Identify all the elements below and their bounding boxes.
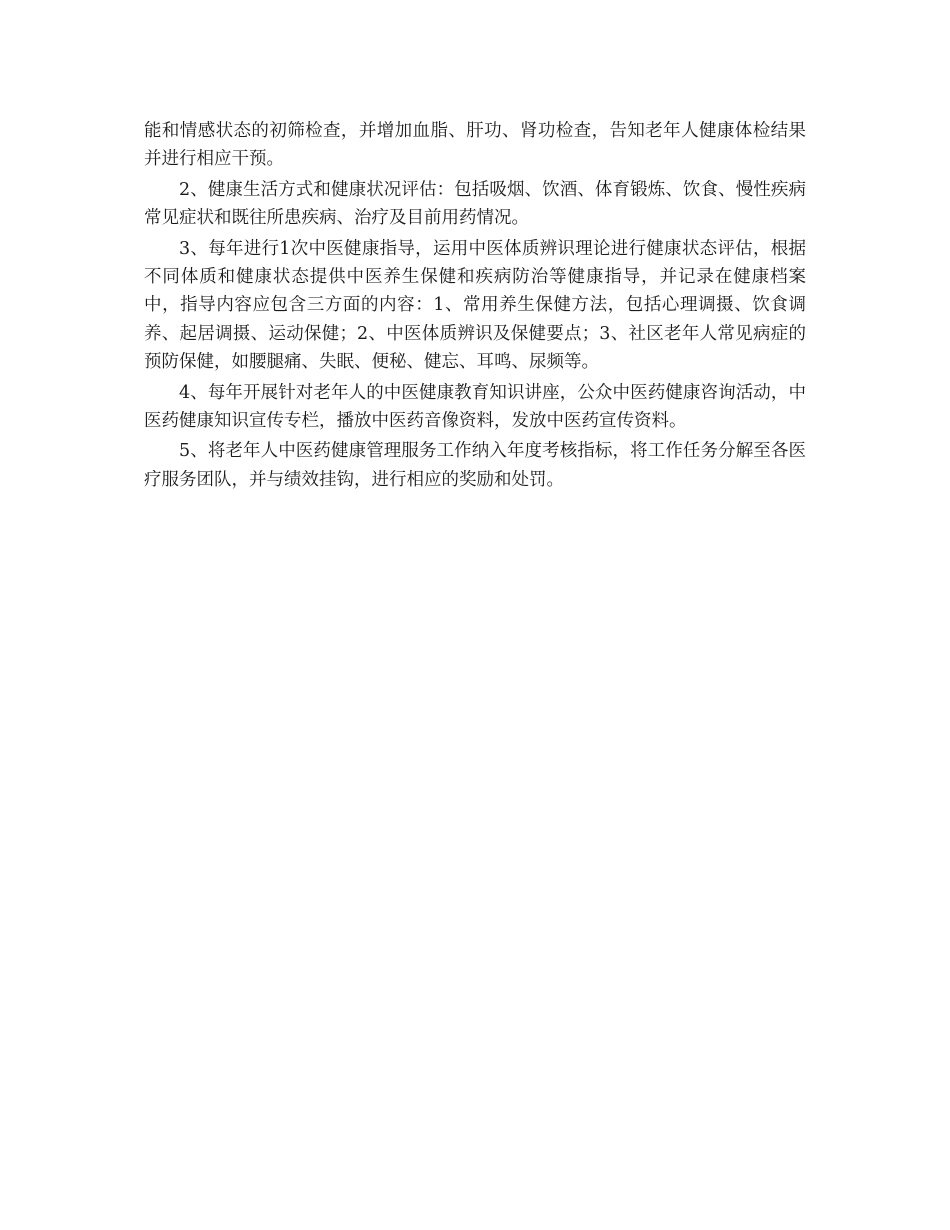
paragraph-item-5: 5、将老年人中医药健康管理服务工作纳入年度考核指标，将工作任务分解至各医疗服务团队，并与绩效挂钩，进行相应的奖励和处罚。 (144, 441, 806, 490)
paragraph-item-2: 2、健康生活方式和健康状况评估：包括吸烟、饮酒、体育锻炼、饮食、慢性疾病常见症状和既往所患疾病、治疗及目前用药情况。 (144, 179, 806, 229)
paragraph-continuation: 能和情感状态的初筛检查，并增加血脂、肝功、肾功检查，告知老年人健康体检结果并进行相应干预。 (144, 121, 806, 170)
paragraph-item-4: 4、每年开展针对老年人的中医健康教育知识讲座，公众中医药健康咨询活动，中医药健康知识宣传专栏，播放中医药音像资料，发放中医药宣传资料。 (144, 382, 806, 432)
document-body (144, 117, 806, 494)
paragraph-item-3: 3、每年进行1次中医健康指导，运用中医体质辨识理论进行健康状态评估，根据不同体质和健康状态提供中医养生保健和疾病防治等健康指导，并记录在健康档案中，指导内容应包含三方面的内容：1、常用养生保健方法，包括心理调摄、饮食调养、起居调摄、运动保健；2、中医体质辨识及保健要点；3、社区老年人常见病症的预防保健，如腰腿痛、失眠、便秘、健忘、耳鸣、尿频等。 (144, 238, 806, 373)
